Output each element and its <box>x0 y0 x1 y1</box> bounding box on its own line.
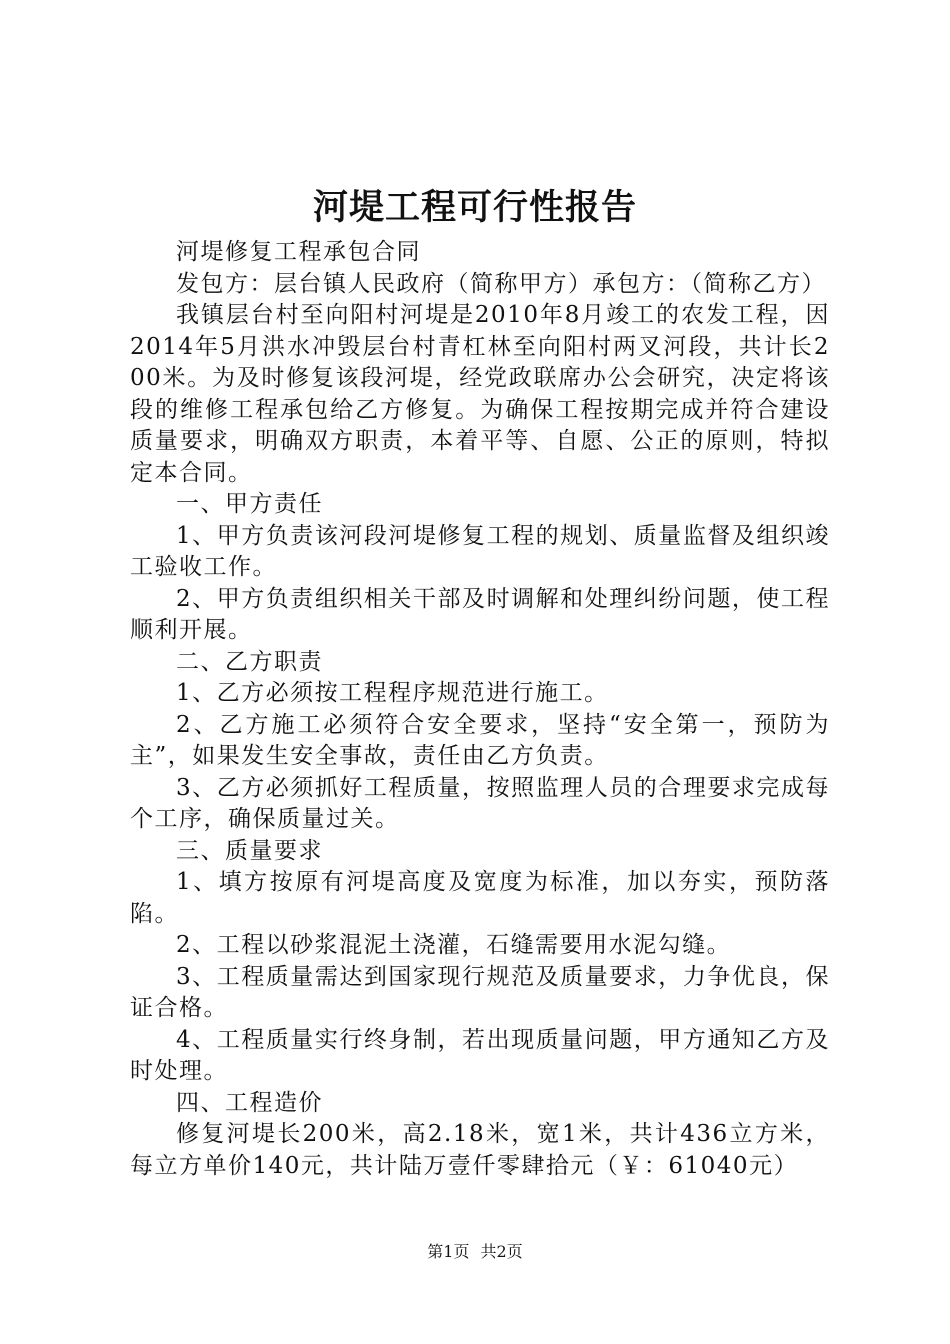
paragraph-background: 我镇层台村至向阳村河堤是2010年8月竣工的农发工程，因2014年5月洪水冲毁层台村青杠林至向阳村两叉河段，共计长200米。为及时修复该段河堤，经党政联席办公会研究，决定将该段的维修工程承包给乙方修复。为确保工程按期完成并符合建设质量要求，明确双方职责，本着平等、自愿、公正的原则，特拟定本合同。 <box>130 302 830 486</box>
paragraph-quality-item-4: 4、工程质量实行终身制，若出现质量问题，甲方通知乙方及时处理。 <box>130 1026 830 1084</box>
page-number-total: 共2页 <box>480 1242 523 1261</box>
paragraph-contract-heading: 河堤修复工程承包合同 <box>176 239 421 265</box>
paragraph-party-b-item-1: 1、乙方必须按工程程序规范进行施工。 <box>176 680 609 706</box>
paragraph-party-a-item-1: 1、甲方负责该河段河堤修复工程的规划、质量监督及组织竣工验收工作。 <box>130 522 830 580</box>
section-heading-party-b: 二、乙方职责 <box>176 648 323 675</box>
section-heading-cost: 四、工程造价 <box>176 1089 323 1116</box>
paragraph-quality-item-2: 2、工程以砂浆混泥土浇灌，石缝需要用水泥勾缝。 <box>176 932 732 958</box>
document-title: 河堤工程可行性报告 <box>312 187 637 228</box>
document-body <box>130 237 830 1182</box>
paragraph-quality-item-1: 1、填方按原有河堤高度及宽度为标准，加以夯实，预防落陷。 <box>130 869 830 927</box>
page-footer <box>0 1241 950 1263</box>
page-number-current: 第1页 <box>427 1242 470 1261</box>
paragraph-cost: 修复河堤长200米，高2.18米，宽1米，共计436立方米，每立方单价140元，共计陆万壹仟零肆拾元（￥：61040元） <box>130 1121 830 1179</box>
paragraph-quality-item-3: 3、工程质量需达到国家现行规范及质量要求，力争优良，保证合格。 <box>130 963 830 1021</box>
paragraph-party-b-item-3: 3、乙方必须抓好工程质量，按照监理人员的合理要求完成每个工序，确保质量过关。 <box>130 774 830 832</box>
paragraph-party-b-item-2: 2、乙方施工必须符合安全要求，坚持“安全第一，预防为主”，如果发生安全事故，责任由乙方负责。 <box>130 711 830 769</box>
section-heading-party-a: 一、甲方责任 <box>176 491 323 517</box>
paragraph-parties: 发包方：层台镇人民政府（简称甲方）承包方：（简称乙方） <box>176 270 826 297</box>
paragraph-party-a-item-2: 2、甲方负责组织相关干部及时调解和处理纠纷问题，使工程顺利开展。 <box>130 585 830 643</box>
section-heading-quality: 三、质量要求 <box>176 837 323 864</box>
